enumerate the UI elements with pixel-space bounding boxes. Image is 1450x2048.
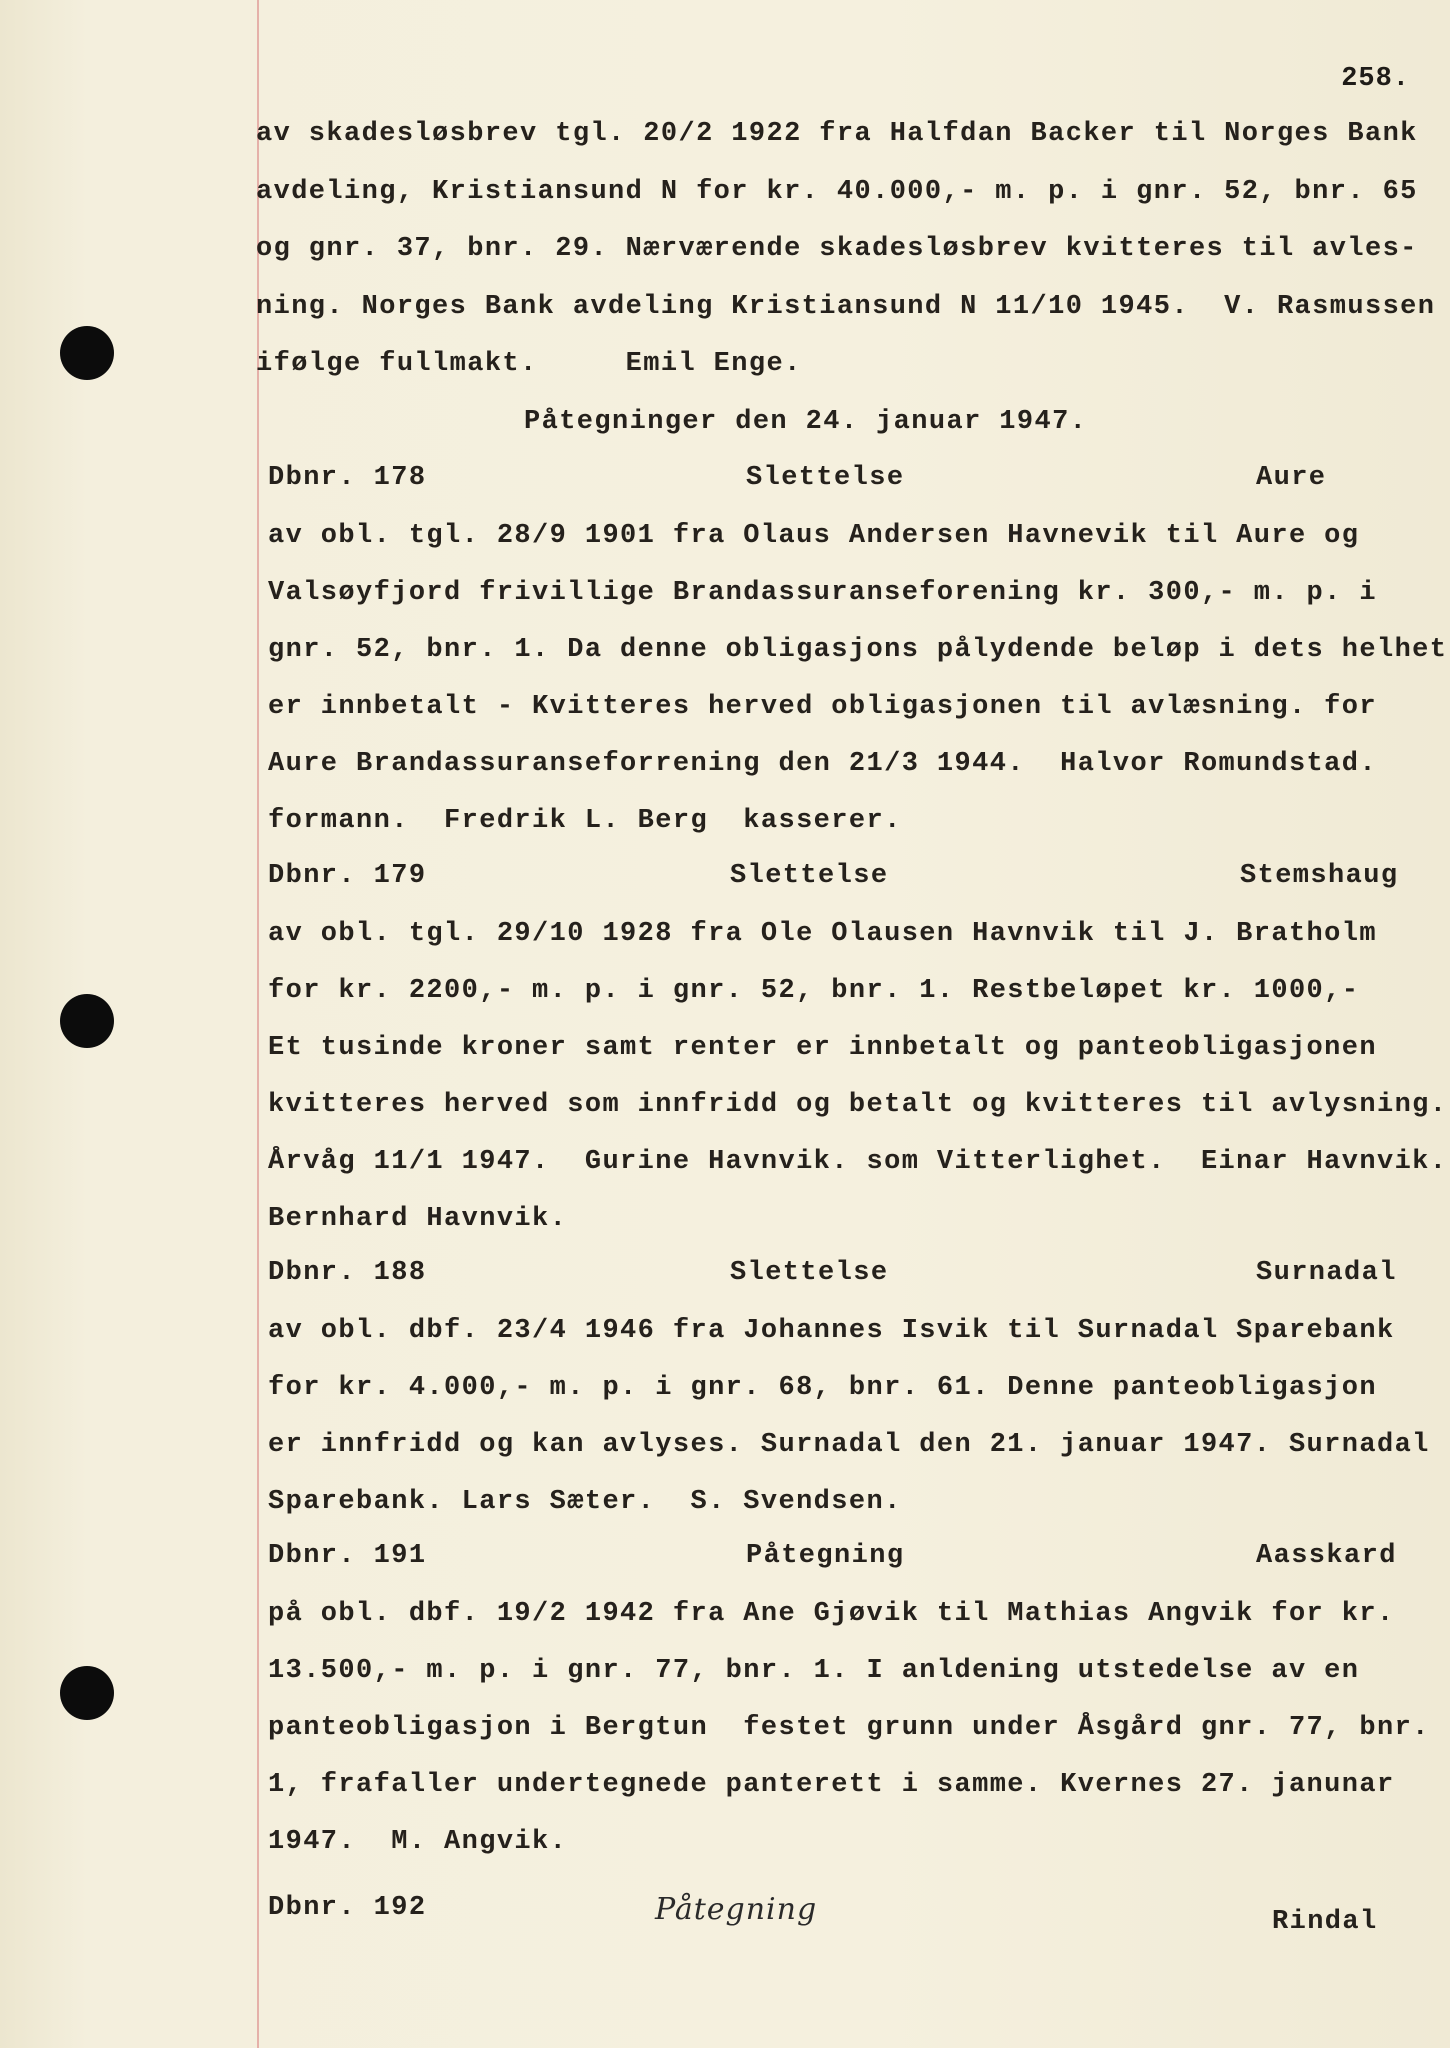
entry-place: Surnadal <box>1256 1258 1397 1288</box>
dbnr-label: Dbnr. 188 <box>268 1258 427 1288</box>
text-line: er innfridd og kan avlyses. Surnadal den 21. januar 1947. Surnadal <box>268 1430 1430 1460</box>
text-line: og gnr. 37, bnr. 29. Nærværende skadesløsbrev kvitteres til avles- <box>256 234 1418 264</box>
text-line: for kr. 4.000,- m. p. i gnr. 68, bnr. 61. Denne panteobligasjon <box>268 1373 1377 1403</box>
punch-hole-top <box>60 326 114 380</box>
text-line: 1, frafaller undertegnede panterett i samme. Kvernes 27. janunar <box>268 1770 1395 1800</box>
text-line: ning. Norges Bank avdeling Kristiansund N 11/10 1945. V. Rasmussen <box>256 292 1436 322</box>
page-number: 258. <box>1341 64 1410 94</box>
text-line: ifølge fullmakt. Emil Enge. <box>256 349 802 379</box>
text-line: Årvåg 11/1 1947. Gurine Havnvik. som Vitterlighet. Einar Havnvik. <box>268 1147 1448 1177</box>
entry-place: Aasskard <box>1256 1541 1397 1571</box>
entry-place: Stemshaug <box>1240 861 1399 891</box>
punch-hole-middle <box>60 994 114 1048</box>
text-line: på obl. dbf. 19/2 1942 fra Ane Gjøvik til Mathias Angvik for kr. <box>268 1599 1395 1629</box>
entry-type: Påtegning <box>746 1541 905 1571</box>
text-line: panteobligasjon i Bergtun festet grunn under Åsgård gnr. 77, bnr. <box>268 1713 1430 1743</box>
dbnr-label: Dbnr. 179 <box>268 861 427 891</box>
text-line: av obl. tgl. 29/10 1928 fra Ole Olausen Havnvik til J. Bratholm <box>268 919 1377 949</box>
text-line: Valsøyfjord frivillige Brandassuranseforening kr. 300,- m. p. i <box>268 578 1377 608</box>
text-line: er innbetalt - Kvitteres herved obligasjonen til avlæsning. for <box>268 692 1377 722</box>
text-line: av obl. dbf. 23/4 1946 fra Johannes Isvik til Surnadal Sparebank <box>268 1316 1395 1346</box>
entry-place: Rindal <box>1272 1907 1378 1937</box>
dbnr-label: Dbnr. 191 <box>268 1541 427 1571</box>
punch-hole-bottom <box>60 1666 114 1720</box>
text-line: avdeling, Kristiansund N for kr. 40.000,- m. p. i gnr. 52, bnr. 65 <box>256 177 1418 207</box>
entry-type: Slettelse <box>730 861 889 891</box>
text-line: 1947. M. Angvik. <box>268 1827 568 1857</box>
text-line: Sparebank. Lars Sæter. S. Svendsen. <box>268 1487 902 1517</box>
text-line: formann. Fredrik L. Berg kasserer. <box>268 806 902 836</box>
entry-type-handwritten: Påtegning <box>655 1892 818 1927</box>
text-line: kvitteres herved som innfridd og betalt og kvitteres til avlysning. <box>268 1090 1448 1120</box>
section-title: Påtegninger den 24. januar 1947. <box>524 407 1088 437</box>
text-line: Et tusinde kroner samt renter er innbetalt og panteobligasjonen <box>268 1033 1377 1063</box>
text-line: gnr. 52, bnr. 1. Da denne obligasjons pålydende beløp i dets helhet <box>268 635 1448 665</box>
text-line: 13.500,- m. p. i gnr. 77, bnr. 1. I anldening utstedelse av en <box>268 1656 1360 1686</box>
entry-place: Aure <box>1256 463 1327 493</box>
text-line: av skadesløsbrev tgl. 20/2 1922 fra Halfdan Backer til Norges Bank <box>256 119 1418 149</box>
text-line: for kr. 2200,- m. p. i gnr. 52, bnr. 1. Restbeløpet kr. 1000,- <box>268 976 1360 1006</box>
entry-type: Slettelse <box>746 463 905 493</box>
text-line: av obl. tgl. 28/9 1901 fra Olaus Andersen Havnevik til Aure og <box>268 521 1360 551</box>
dbnr-label: Dbnr. 192 <box>268 1893 427 1923</box>
dbnr-label: Dbnr. 178 <box>268 463 427 493</box>
entry-type: Slettelse <box>730 1258 889 1288</box>
text-line: Aure Brandassuranseforrening den 21/3 1944. Halvor Romundstad. <box>268 749 1377 779</box>
text-line: Bernhard Havnvik. <box>268 1204 568 1234</box>
